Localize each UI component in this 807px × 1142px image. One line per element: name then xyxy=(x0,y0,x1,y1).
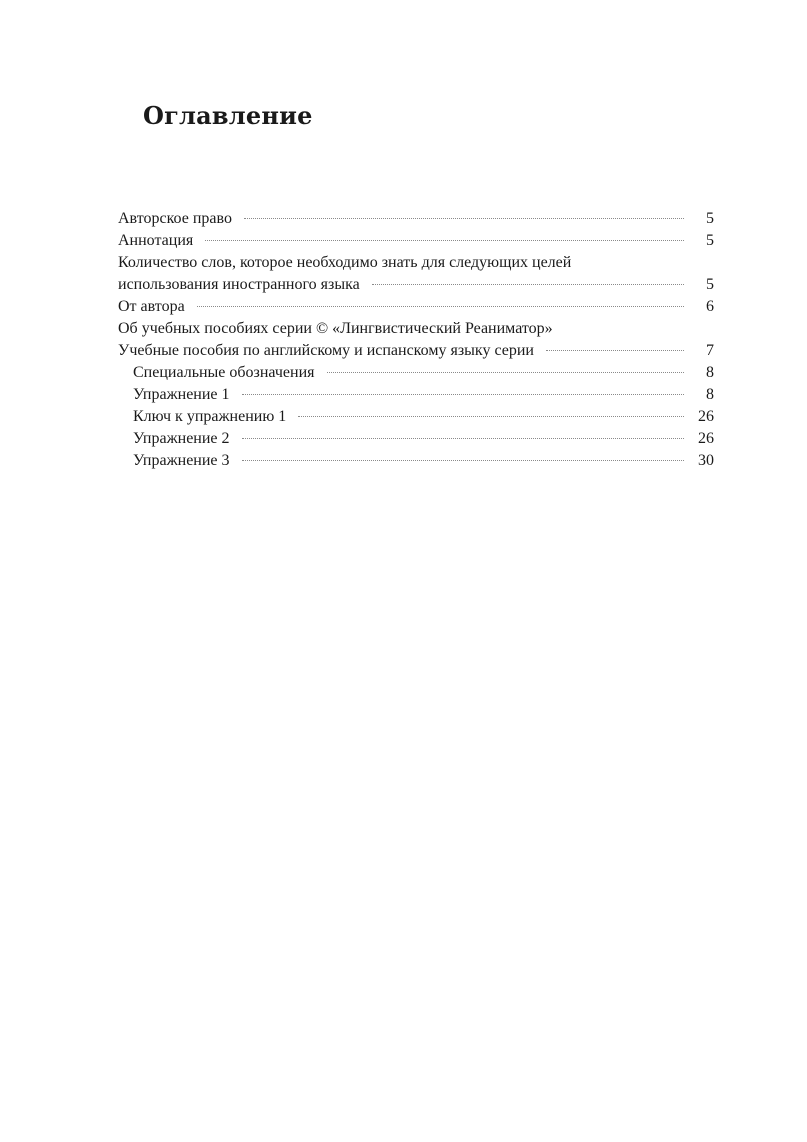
toc-page-number: 7 xyxy=(706,342,714,359)
toc-page-number: 5 xyxy=(706,276,714,293)
toc-entry-label: От автора xyxy=(118,298,185,315)
dot-leader xyxy=(327,372,684,373)
toc-entry-label: Аннотация xyxy=(118,232,194,249)
toc-entry-from-author[interactable] xyxy=(118,296,714,318)
toc-entry-label: Учебные пособия по английскому и испанскому языку серии xyxy=(118,342,534,359)
toc-page-number: 8 xyxy=(706,364,714,381)
toc-page-number: 26 xyxy=(698,430,714,447)
dot-leader xyxy=(244,218,684,219)
toc-entry-series-heading[interactable] xyxy=(118,318,714,340)
toc-entry-special-symbols[interactable] xyxy=(118,362,714,384)
toc-entry-exercise-3[interactable] xyxy=(118,450,714,472)
toc-entry-label: Упражнение 2 xyxy=(133,430,230,447)
toc-entry-label: Специальные обозначения xyxy=(133,364,315,381)
toc-entry-exercise-2[interactable] xyxy=(118,428,714,450)
toc-entry-label: Количество слов, которое необходимо знать для следующих целей xyxy=(118,254,572,271)
toc-entry-label: Ключ к упражнению 1 xyxy=(133,408,287,425)
toc-entry-copyright[interactable] xyxy=(118,208,714,230)
dot-leader xyxy=(242,438,684,439)
dot-leader xyxy=(197,306,684,307)
table-of-contents xyxy=(118,208,714,472)
toc-entry-exercise-1[interactable] xyxy=(118,384,714,406)
toc-page-number: 5 xyxy=(706,210,714,227)
toc-entry-key-exercise-1[interactable] xyxy=(118,406,714,428)
dot-leader xyxy=(298,416,684,417)
toc-entry-series-textbooks[interactable] xyxy=(118,340,714,362)
toc-entry-annotation[interactable] xyxy=(118,230,714,252)
toc-entry-word-count-line2[interactable] xyxy=(118,274,714,296)
toc-page-number: 6 xyxy=(706,298,714,315)
toc-page-number: 8 xyxy=(706,386,714,403)
toc-entry-label: Об учебных пособиях серии © «Лингвистический Реаниматор» xyxy=(118,320,553,337)
toc-entry-label: Упражнение 3 xyxy=(133,452,230,469)
toc-page-number: 5 xyxy=(706,232,714,249)
dot-leader xyxy=(546,350,684,351)
toc-page-number: 26 xyxy=(698,408,714,425)
toc-page-number: 30 xyxy=(698,452,714,469)
toc-entry-word-count-line1[interactable] xyxy=(118,252,714,274)
dot-leader xyxy=(205,240,684,241)
dot-leader xyxy=(242,460,684,461)
dot-leader xyxy=(372,284,684,285)
toc-entry-label: Упражнение 1 xyxy=(133,386,230,403)
dot-leader xyxy=(242,394,684,395)
page-title: Оглавление xyxy=(143,101,313,130)
toc-entry-label: использования иностранного языка xyxy=(118,276,360,293)
toc-entry-label: Авторское право xyxy=(118,210,232,227)
